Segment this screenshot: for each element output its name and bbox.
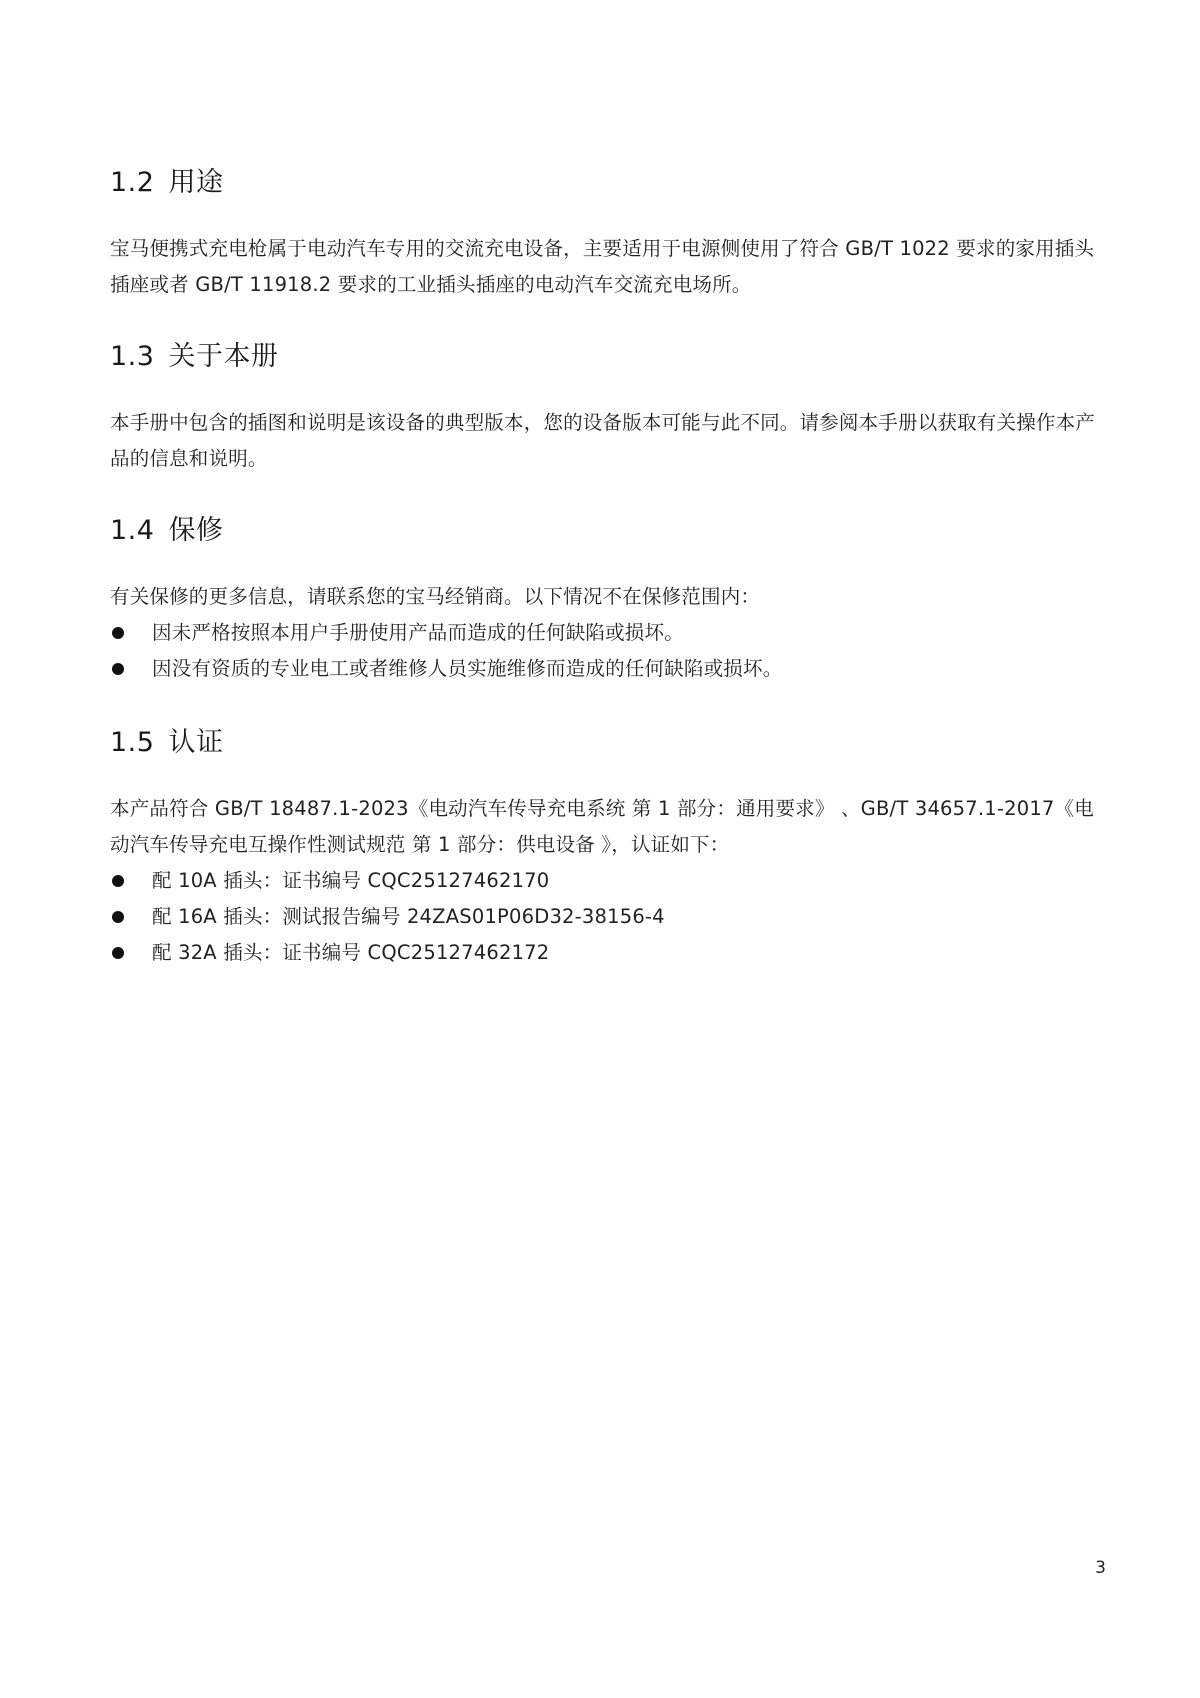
- section-heading: [110, 723, 1100, 763]
- section-heading: [110, 337, 1100, 377]
- section-about-manual: [110, 337, 1100, 477]
- bullet-icon: [112, 627, 124, 639]
- bullet-icon: [112, 875, 124, 887]
- section-title: 关于本册: [168, 341, 279, 372]
- section-number: 1.3: [110, 341, 155, 372]
- section-warranty: [110, 511, 1100, 687]
- body-paragraph: 宝马便携式充电枪属于电动汽车专用的交流充电设备，主要适用于电源侧使用了符合 GB/T 1022 要求的家用插头插座或者 GB/T 11918.2 要求的工业插头插座的电动汽车交流充电场所。: [110, 237, 1095, 296]
- list-item-text: 配 16A 插头：测试报告编号 24ZAS01P06D32-38156-4: [152, 905, 665, 928]
- body-paragraph: 本手册中包含的插图和说明是该设备的典型版本，您的设备版本可能与此不同。请参阅本手册以获取有关操作本产品的信息和说明。: [110, 411, 1096, 470]
- body-paragraph: 本产品符合 GB/T 18487.1-2023《电动汽车传导充电系统 第 1 部分：通用要求》 、GB/T 34657.1-2017《电动汽车传导充电互操作性测试规范 第 1 部分：供电设备 》，认证如下：: [110, 797, 1094, 856]
- page-number: 3: [1095, 1558, 1106, 1578]
- section-number: 1.5: [110, 727, 155, 758]
- list-item: [110, 863, 1100, 899]
- bullet-icon: [112, 947, 124, 959]
- section-heading: [110, 511, 1100, 551]
- section-certification: [110, 723, 1100, 971]
- section-title: 用途: [168, 167, 224, 198]
- section-usage: [110, 163, 1100, 303]
- section-title: 保修: [168, 515, 224, 546]
- bullet-icon: [112, 663, 124, 675]
- bullet-icon: [112, 911, 124, 923]
- page-content: [110, 163, 1100, 971]
- bullet-list: [110, 863, 1100, 971]
- list-item: [110, 651, 1100, 687]
- list-item: [110, 899, 1100, 935]
- list-item: [110, 615, 1100, 651]
- section-title: 认证: [168, 727, 224, 758]
- list-item-text: 配 32A 插头：证书编号 CQC25127462172: [152, 941, 550, 964]
- section-heading: [110, 163, 1100, 203]
- section-number: 1.4: [110, 515, 155, 546]
- list-item-text: 因没有资质的专业电工或者维修人员实施维修而造成的任何缺陷或损坏。: [152, 657, 783, 680]
- bullet-list: [110, 615, 1100, 687]
- list-item-text: 因未严格按照本用户手册使用产品而造成的任何缺陷或损坏。: [152, 621, 684, 644]
- list-item: [110, 935, 1100, 971]
- section-number: 1.2: [110, 167, 155, 198]
- list-item-text: 配 10A 插头：证书编号 CQC25127462170: [152, 869, 550, 892]
- body-paragraph: 有关保修的更多信息，请联系您的宝马经销商。以下情况不在保修范围内：: [110, 585, 761, 608]
